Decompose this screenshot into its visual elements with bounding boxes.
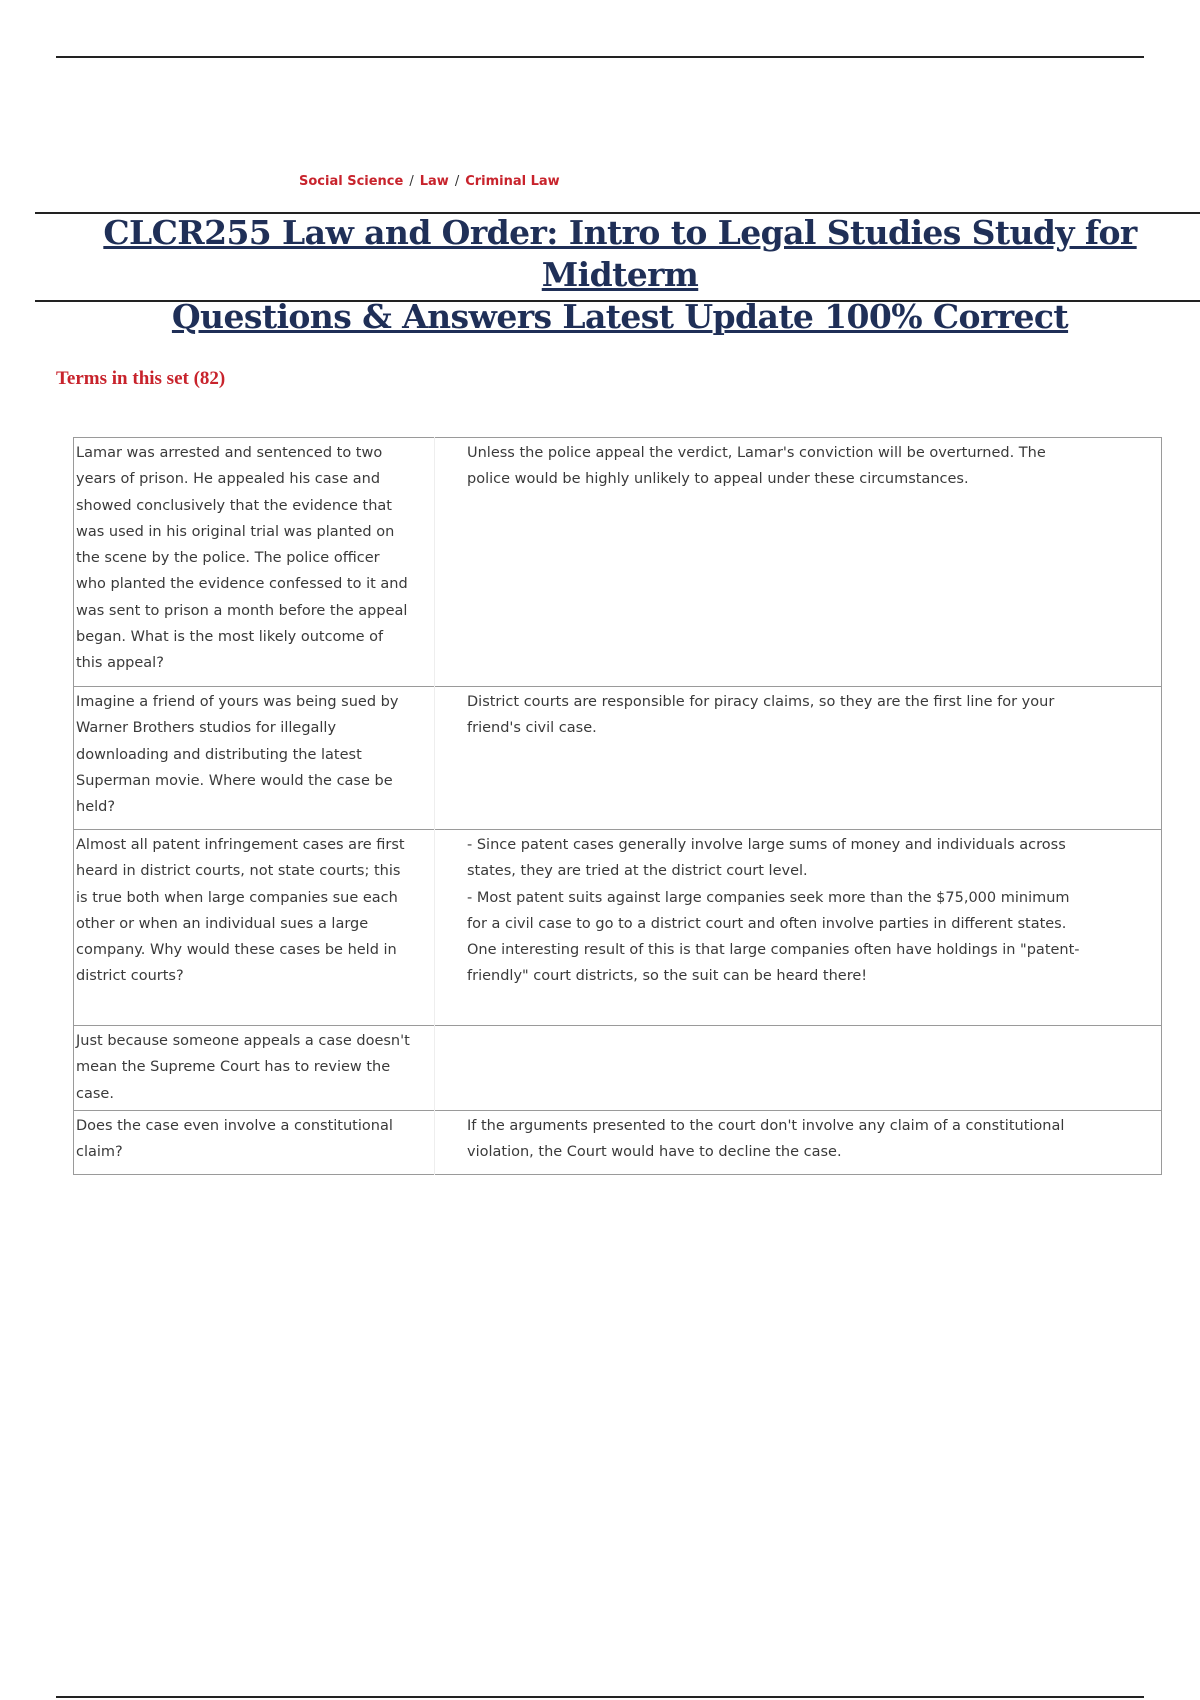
table-row	[74, 438, 1162, 687]
definition-text: Unless the police appeal the verdict, Lamar's conviction will be overturned. The police would be highly unlikely to appeal under these circumstances.	[467, 445, 1046, 488]
breadcrumb-separator: /	[454, 174, 460, 189]
definition-cell	[435, 438, 1162, 687]
definition-cell	[435, 1111, 1162, 1175]
definition-text: - Most patent suits against large companies seek more than the $75,000 minimum for a civil case to go to a district court and often involve parties in different states. One interesting result of this is that large companies often have holdings in "patent-friendly" court districts, so the suit can be heard there!	[467, 889, 1080, 985]
term-cell: Almost all patent infringement cases are first heard in district courts, not state courts; this is true both when large companies sue each other or when an individual sues a large company. Why would these cases be held in district courts?	[74, 830, 435, 1026]
definition-text: District courts are responsible for piracy claims, so they are the first line for your friend's civil case.	[467, 694, 1055, 737]
definition-cell	[435, 687, 1162, 830]
page-title-line-1: CLCR255 Law and Order: Intro to Legal Studies Study for Midterm	[103, 213, 1137, 294]
definition-text: If the arguments presented to the court don't involve any claim of a constitutional violation, the Court would have to decline the case.	[467, 1118, 1065, 1161]
term-cell: Imagine a friend of yours was being sued by Warner Brothers studios for illegally downloading and distributing the latest Superman movie. Where would the case be held?	[74, 687, 435, 830]
table-row	[74, 830, 1162, 1026]
title-rule-bottom	[35, 300, 1200, 302]
top-rule	[56, 56, 1144, 58]
term-cell: Does the case even involve a constitutional claim?	[74, 1111, 435, 1175]
table-row	[74, 1111, 1162, 1175]
table-row	[74, 687, 1162, 830]
definition-cell	[435, 1026, 1162, 1111]
breadcrumb-item-law[interactable]: Law	[419, 174, 449, 189]
flashcard-table	[73, 437, 1162, 1175]
page-title-line-2: Questions & Answers Latest Update 100% Correct	[171, 297, 1069, 336]
definition-cell	[435, 830, 1162, 1026]
breadcrumb	[299, 174, 560, 189]
term-cell: Lamar was arrested and sentenced to two years of prison. He appealed his case and showed conclusively that the evidence that was used in his original trial was planted on the scene by the police. The police officer who planted the evidence confessed to it and was sent to prison a month before the appeal began. What is the most likely outcome of this appeal?	[74, 438, 435, 687]
breadcrumb-separator: /	[409, 174, 414, 189]
breadcrumb-item-social-science[interactable]: Social Science	[299, 174, 404, 189]
breadcrumb-item-criminal-law[interactable]: Criminal Law	[465, 174, 560, 189]
bottom-rule	[56, 1696, 1144, 1698]
table-row	[74, 1026, 1162, 1111]
terms-count-label: Terms in this set (82)	[56, 368, 226, 389]
definition-text: - Since patent cases generally involve large sums of money and individuals across states, they are tried at the district court level.	[467, 837, 1066, 880]
page-title	[60, 212, 1180, 338]
term-cell: Just because someone appeals a case doesn't mean the Supreme Court has to review the case.	[74, 1026, 435, 1111]
